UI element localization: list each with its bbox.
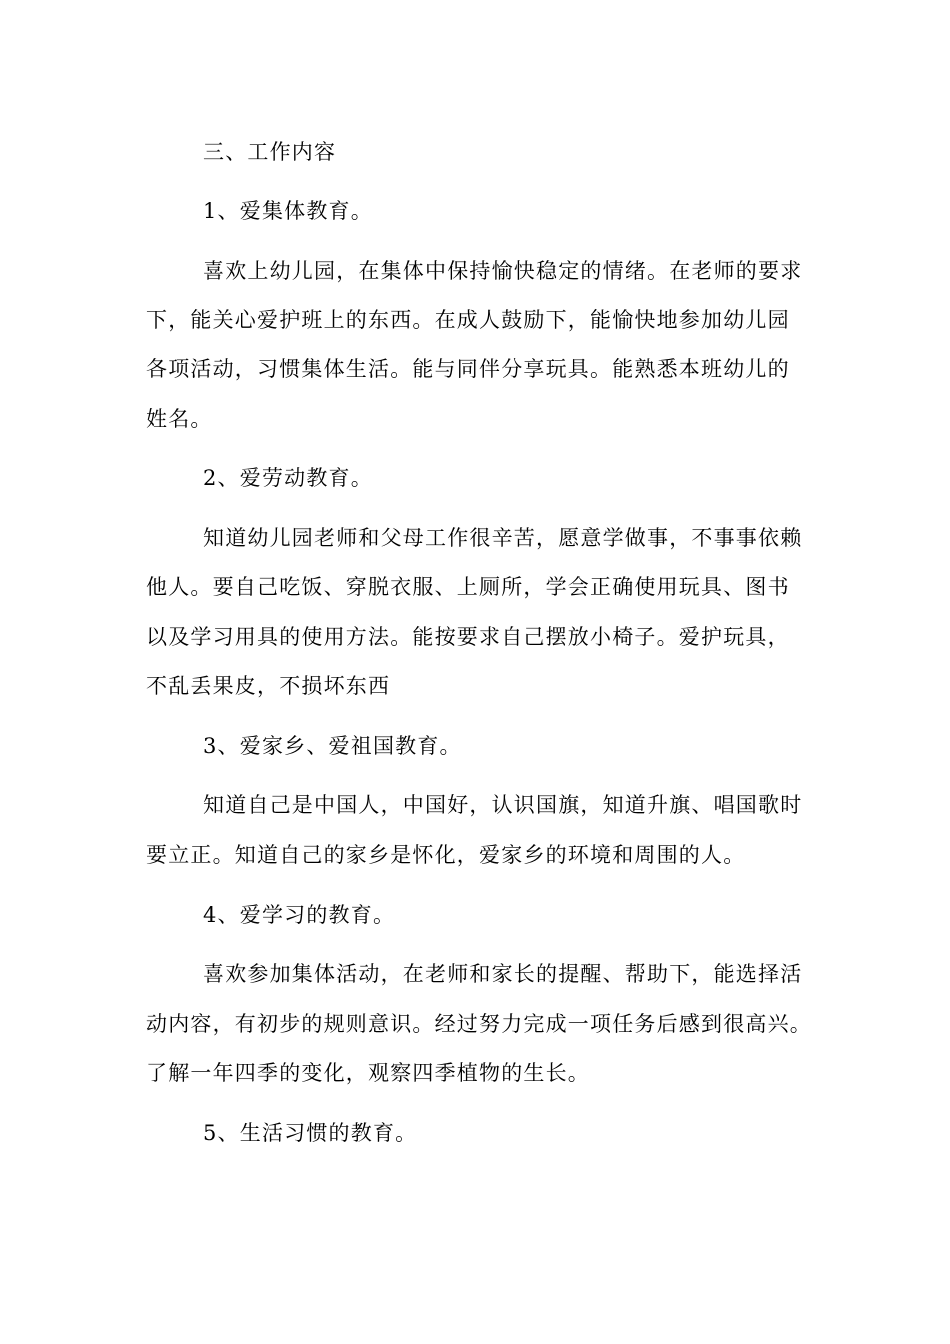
paragraph-line: 知道自己是中国人，中国好，认识国旗，知道升旗、唱国歌时	[203, 793, 803, 817]
paragraph-line: 下，能关心爱护班上的东西。在成人鼓励下，能愉快地参加幼儿园	[146, 308, 790, 332]
item-heading: 1、爱集体教育。	[203, 199, 373, 223]
paragraph-line: 不乱丢果皮，不损坏东西	[146, 674, 391, 698]
paragraph-line: 姓名。	[146, 407, 213, 431]
item-heading: 2、爱劳动教育。	[203, 466, 373, 490]
paragraph-line: 以及学习用具的使用方法。能按要求自己摆放小椅子。爱护玩具，	[146, 625, 790, 649]
item-heading: 4、爱学习的教育。	[203, 903, 396, 927]
section-heading: 三、工作内容	[203, 140, 337, 164]
paragraph-line: 各项活动，习惯集体生活。能与同伴分享玩具。能熟悉本班幼儿的	[146, 357, 790, 381]
item-heading: 3、爱家乡、爱祖国教育。	[203, 734, 462, 758]
paragraph-line: 他人。要自己吃饭、穿脱衣服、上厕所，学会正确使用玩具、图书	[146, 575, 790, 599]
paragraph-line: 动内容，有初步的规则意识。经过努力完成一项任务后感到很高兴。	[146, 1012, 812, 1036]
paragraph-line: 要立正。知道自己的家乡是怀化，爱家乡的环境和周围的人。	[146, 843, 746, 867]
paragraph-line: 了解一年四季的变化，观察四季植物的生长。	[146, 1061, 590, 1085]
paragraph-line: 知道幼儿园老师和父母工作很辛苦，愿意学做事，不事事依赖	[203, 526, 803, 550]
item-heading: 5、生活习惯的教育。	[203, 1121, 418, 1145]
paragraph-line: 喜欢上幼儿园，在集体中保持愉快稳定的情绪。在老师的要求	[203, 259, 803, 283]
paragraph-line: 喜欢参加集体活动，在老师和家长的提醒、帮助下，能选择活	[203, 962, 803, 986]
